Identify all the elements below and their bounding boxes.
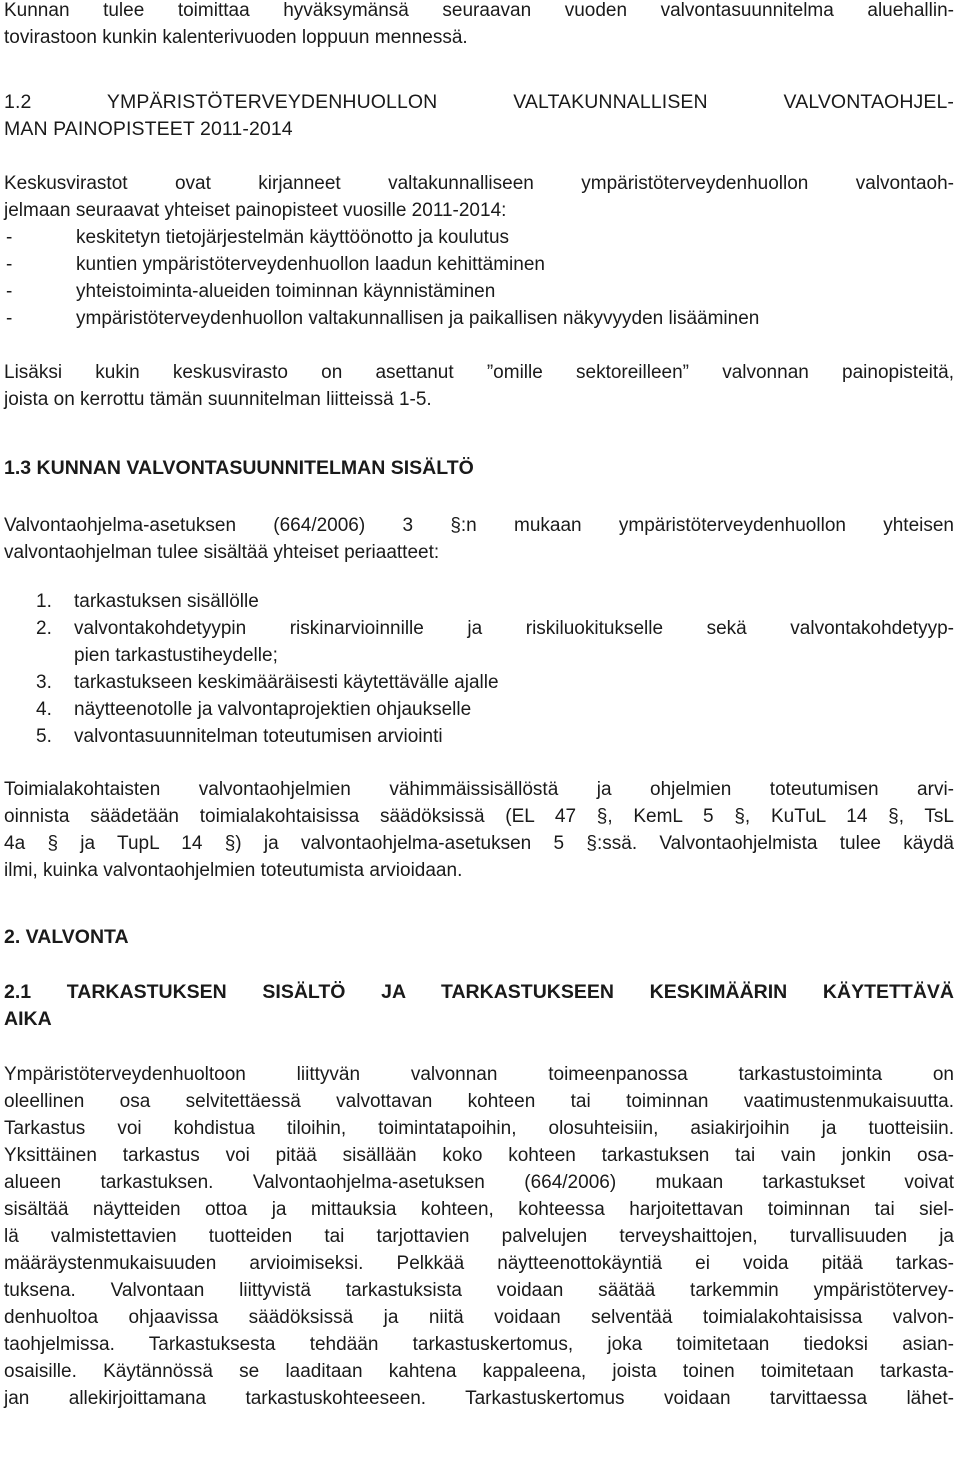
list-item: [4, 251, 954, 278]
list-item-line-1: tarkastukseen keskimääräisesti käytettävälle ajalle: [74, 672, 499, 693]
section-1-3-body: [4, 512, 954, 566]
intro-paragraph: [4, 0, 954, 51]
list-item: [4, 588, 954, 615]
list-item-text: yhteistoiminta-alueiden toiminnan käynnistäminen: [76, 281, 496, 302]
list-item-text: [74, 615, 954, 669]
section-1-2-body: [4, 170, 954, 332]
list-dash: -: [6, 254, 13, 275]
lisaksi-line-1: Lisäksi kukin keskusvirasto on asettanut ”omille sektoreilleen” valvonnan painopisteitä,: [4, 362, 954, 383]
section-1-3-body-line-2: valvontaohjelman tulee sisältää yhteiset periaatteet:: [4, 542, 440, 563]
section-2-1-heading-line-1: 2.1 TARKASTUKSEN SISÄLTÖ JA TARKASTUKSEEN KESKIMÄÄRIN KÄYTETTÄVÄ: [4, 981, 954, 1003]
body-line: alueen tarkastuksen. Valvontaohjelma-asetuksen (664/2006) mukaan tarkastukset voivat: [4, 1172, 954, 1193]
body-line: määräystenmukaisuuden arvioimiseksi. Pelkkää näytteenottokäyntiä ei voida pitää tarkas-: [4, 1253, 954, 1274]
priorities-list: [4, 224, 954, 332]
body-line: Ympäristöterveydenhuoltoon liittyvän valvonnan toimeenpanossa tarkastustoiminta on: [4, 1064, 954, 1085]
section-1-3-heading: 1.3 KUNNAN VALVONTASUUNNITELMAN SISÄLTÖ: [4, 457, 474, 479]
body-line: lä valmistettavien tuotteiden tai tarjottavien palvelujen terveyshaittojen, turvallisuuden ja: [4, 1226, 954, 1247]
body-line: oleellinen osa selvitettäessä valvottavan kohteen tai toiminnan vaatimustenmukaisuutta.: [4, 1091, 954, 1112]
section-1-2: [4, 89, 954, 413]
list-item-text: keskitetyn tietojärjestelmän käyttöönotto ja koulutus: [76, 227, 510, 248]
body-line: taohjelmissa. Tarkastuksesta tehdään tarkastuskertomus, joka toimitetaan tiedoksi asian-: [4, 1334, 954, 1355]
section-1-3-body-line-1: Valvontaohjelma-asetuksen (664/2006) 3 §:n mukaan ympäristöterveydenhuollon yhteisen: [4, 515, 954, 536]
list-item: [4, 615, 954, 669]
list-item-text: [74, 723, 954, 750]
section-2-1: [4, 979, 954, 1412]
list-number: 1.: [36, 591, 52, 612]
list-item-text: ympäristöterveydenhuollon valtakunnallisen ja paikallisen näkyvyyden lisääminen: [76, 308, 760, 329]
section-1-2-body-line-2: jelmaan seuraavat yhteiset painopisteet vuosille 2011-2014:: [4, 200, 507, 221]
list-number: 3.: [36, 672, 52, 693]
toimiala-line-3: 4a § ja TupL 14 §) ja valvontaohjelma-asetuksen 5 §:ssä. Valvontaohjelmista tulee käydä: [4, 833, 954, 854]
list-dash: -: [6, 227, 13, 248]
body-line: denhuoltoa ohjaavissa säädöksissä ja niitä voidaan selventää toimialakohtaisissa valvon-: [4, 1307, 954, 1328]
list-item: [4, 669, 954, 696]
list-item-line-2: pien tarkastustiheydelle;: [74, 645, 278, 666]
list-item: [4, 723, 954, 750]
toimiala-line-2: oinnista säädetään toimialakohtaisissa säädöksissä (EL 47 §, KemL 5 §, KuTuL 14 §, TsL: [4, 806, 954, 827]
list-number: 5.: [36, 726, 52, 747]
toimiala-paragraph: [4, 776, 954, 884]
section-1-2-body-line-1: Keskusvirastot ovat kirjanneet valtakunnalliseen ympäristöterveydenhuollon valvontaoh-: [4, 173, 954, 194]
list-dash: -: [6, 308, 13, 329]
body-line: sisältää näytteiden ottoa ja mittauksia kohteen, kohteessa harjoitettavan toiminnan tai siel-: [4, 1199, 954, 1220]
list-item: [4, 224, 954, 251]
section-1-2-heading-line-2: MAN PAINOPISTEET 2011-2014: [4, 118, 293, 140]
list-item-line-1: näytteenotolle ja valvontaprojektien ohjaukselle: [74, 699, 472, 720]
body-line: osaisille. Käytännössä se laaditaan kahtena kappaleena, joista toinen toimitetaan tarkasta-: [4, 1361, 954, 1382]
lisaksi-paragraph: [4, 359, 954, 413]
section-2-1-body: [4, 1061, 954, 1412]
list-item-text: kuntien ympäristöterveydenhuollon laadun kehittäminen: [76, 254, 545, 275]
intro-line-2: tovirastoon kunkin kalenterivuoden loppuun mennessä.: [4, 27, 468, 48]
section-2-1-heading-line-2: AIKA: [4, 1008, 52, 1030]
list-item: [4, 305, 954, 332]
body-line: tuksena. Valvontaan liittyvistä tarkastuksista voidaan säätää tarkemmin ympäristötervey-: [4, 1280, 954, 1301]
toimiala-line-1: Toimialakohtaisten valvontaohjelmien vähimmäissisällöstä ja ohjelmien toteutumisen arvi-: [4, 779, 954, 800]
list-number: 4.: [36, 699, 52, 720]
list-item-text: [74, 696, 954, 723]
section-1-3: [4, 455, 954, 884]
list-item-text: [74, 669, 954, 696]
lisaksi-line-2: joista on kerrottu tämän suunnitelman liitteissä 1-5.: [4, 389, 432, 410]
list-item: [4, 696, 954, 723]
list-item-line-1: tarkastuksen sisällölle: [74, 591, 259, 612]
intro-line-1: Kunnan tulee toimittaa hyväksymänsä seuraavan vuoden valvontasuunnitelma aluehallin-: [4, 0, 954, 21]
section-2: [4, 924, 954, 951]
section-2-heading: 2. VALVONTA: [4, 926, 129, 948]
list-item: [4, 278, 954, 305]
list-dash: -: [6, 281, 13, 302]
toimiala-line-4: ilmi, kuinka valvontaohjelmien toteutumista arvioidaan.: [4, 860, 463, 881]
body-line: Yksittäinen tarkastus voi pitää sisällään koko kohteen tarkastuksen tai vain jonkin osa-: [4, 1145, 954, 1166]
section-1-2-heading-line-1: 1.2 YMPÄRISTÖTERVEYDENHUOLLON VALTAKUNNALLISEN VALVONTAOHJEL-: [4, 91, 954, 113]
body-line: Tarkastus voi kohdistua tiloihin, toimintatapoihin, olosuhteisiin, asiakirjoihin ja tuotteisiin.: [4, 1118, 954, 1139]
list-item-text: [74, 588, 954, 615]
principles-list: [4, 588, 954, 750]
body-line: jan allekirjoittamana tarkastuskohteeseen. Tarkastuskertomus voidaan tarvittaessa lähet-: [4, 1388, 954, 1409]
list-item-line-1: valvontasuunnitelman toteutumisen arviointi: [74, 726, 443, 747]
list-number: 2.: [36, 618, 52, 639]
list-item-line-1: valvontakohdetyypin riskinarvioinnille ja riskiluokitukselle sekä valvontakohdetyyp-: [74, 618, 954, 639]
